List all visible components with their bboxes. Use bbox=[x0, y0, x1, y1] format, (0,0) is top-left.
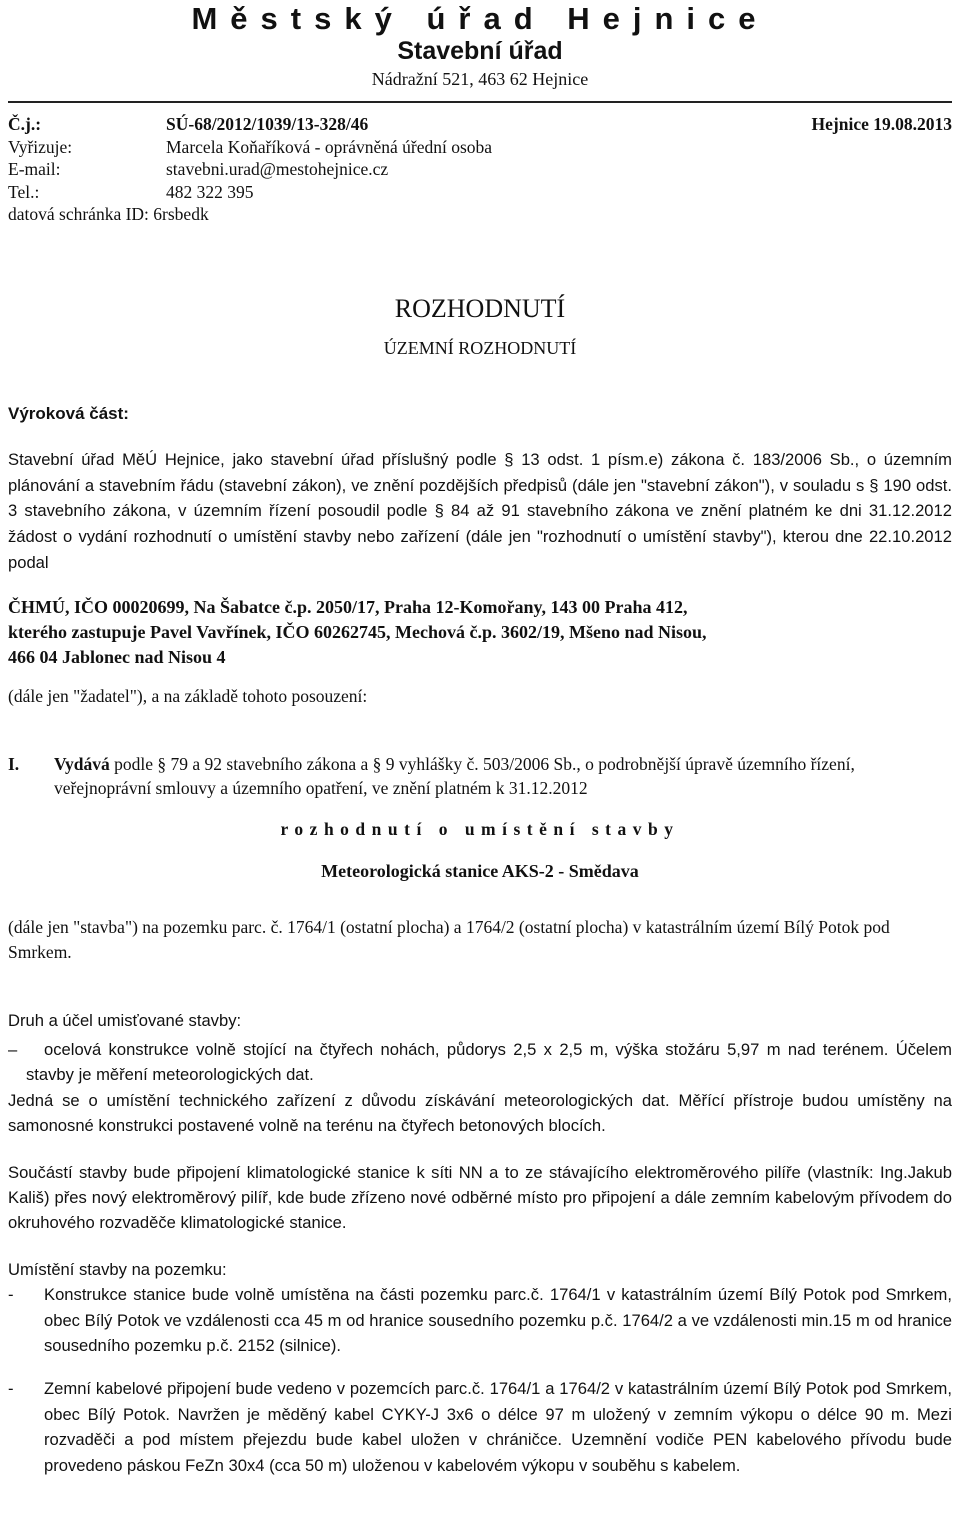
item-verb: Vydává bbox=[54, 753, 110, 774]
intro-paragraph: Stavební úřad MěÚ Hejnice, jako stavební úřad příslušný podle § 13 odst. 1 písm.e) zákona č. 183/2006 Sb., o územním plánování a stavebním řádu (stavební zákon), ve znění pozdějších předpisů (dále jen "stavební zákon"), v souladu s § 190 odst. 3 stavebního zákona, v územním řízení posoudil podle § 84 až 91 stavebního zákona ve znění platném ke dni 31.12.2012 žádost o vydání rozhodnutí o umístění stavby nebo zařízení (dále jen "rozhodnutí o umístění stavby"), kterou dne 22.10.2012 podal bbox=[8, 449, 952, 572]
dash-marker: – bbox=[8, 1039, 18, 1059]
section-heading: Výroková část: bbox=[8, 403, 129, 423]
document-page bbox=[8, 0, 952, 1478]
phone-row bbox=[8, 181, 952, 204]
item-text: podle § 79 a 92 stavebního zákona a § 9 vyhlášky č. 503/2006 Sb., o podrobnější úpravě územního řízení, veřejnoprávní smlouvy a územního opatření, ve znění platném k 31.12.2012 bbox=[54, 753, 855, 799]
list-marker: - bbox=[8, 1285, 14, 1305]
placement-text: Zemní kabelové připojení bude vedeno v pozemcích parc.č. 1764/1 a 1764/2 v katastrálním území Bílý Potok pod Smrkem, obec Bílý Potok. Navržen je měděný kabel CYKY-J 3x6 o délce 97 m uložený v zemním výkopu o délce 90 m. Mezi rozvaděči a pod místem přejezdu bude kabel uložen v chráničce. Uzemnění vodiče PEN kabelového přívodu bude provedeno páskou FeZn 30x4 (cca 50 m) uloženou v kabelovém výkopu v souběhu s kabelem. bbox=[44, 1379, 952, 1475]
placement-text: Konstrukce stanice bude volně umístěna na části pozemku parc.č. 1764/1 v katastrálním území Bílý Potok pod Smrkem, obec Bílý Potok ve vzdálenosti cca 45 m od hranice sousedního pozemku p.č. 1764/2 a ve vzdálenosti min.15 m od hranice sousedního pozemku p.č. 2152 (silnice). bbox=[44, 1285, 952, 1355]
email-address[interactable]: stavebni.urad@mestohejnice.cz bbox=[166, 159, 389, 180]
construction-name: Meteorologická stanice AKS-2 - Smědava bbox=[321, 861, 639, 882]
applicant-line: ČHMÚ, IČO 00020699, Na Šabatce č.p. 2050/17, Praha 12-Komořany, 143 00 Praha 412, bbox=[8, 597, 688, 618]
decision-heading: rozhodnutí o umístění stavby bbox=[280, 818, 680, 839]
item-text-wrapper bbox=[54, 752, 952, 801]
reference-block bbox=[8, 113, 952, 226]
applicant-block bbox=[8, 595, 952, 670]
connection-paragraph: Součástí stavby bude připojení klimatologické stanice k síti NN a to ze stávajícího elektroměrového pilíře (vlastník: Ing.Jakub Kališ) přes nový elektroměrový pilíř, kde bude zřízeno nové odběrné místo pro připojení a dále zemním kabelovým přívodem do okruhového rozvaděče klimatologické stanice. bbox=[8, 1162, 952, 1233]
email-row bbox=[8, 158, 952, 181]
applicant-line: kterého zastupuje Pavel Vavřínek, IČO 60262745, Mechová č.p. 3602/19, Mšeno nad Nisou, bbox=[8, 622, 707, 643]
phone-label: Tel.: bbox=[8, 181, 40, 202]
purpose-text: ocelová konstrukce volně stojící na čtyřech nohách, půdorys 2,5 x 2,5 m, výška stožáru 5,97 m nad terénem. Účelem stavby je měření meteorologických dat. bbox=[26, 1039, 952, 1085]
placement-heading: Umístění stavby na pozemku: bbox=[8, 1259, 227, 1279]
document-subtitle: ÚZEMNÍ ROZHODNUTÍ bbox=[383, 337, 577, 358]
reference-number: SÚ-68/2012/1039/13-328/46 bbox=[166, 114, 369, 134]
email-label: E-mail: bbox=[8, 159, 61, 180]
item-number: I. bbox=[8, 753, 20, 774]
handler-row bbox=[8, 136, 952, 159]
purpose-item bbox=[8, 1037, 952, 1088]
list-marker: - bbox=[8, 1379, 14, 1399]
purpose-heading: Druh a účel umisťované stavby: bbox=[8, 1011, 242, 1031]
handler-label: Vyřizuje: bbox=[8, 136, 73, 157]
applicant-note: (dále jen "žadatel"), a na základě tohoto posouzení: bbox=[8, 686, 368, 707]
reference-label: Č.j.: bbox=[8, 114, 42, 134]
decision-item bbox=[8, 752, 952, 801]
document-title: ROZHODNUTÍ bbox=[394, 293, 566, 323]
placement-item bbox=[8, 1282, 952, 1358]
document-date: Hejnice 19.08.2013 bbox=[811, 114, 952, 134]
header-divider bbox=[8, 101, 952, 103]
department-name: Stavební úřad bbox=[397, 37, 563, 65]
placement-item bbox=[8, 1376, 952, 1478]
handler-name: Marcela Koňaříková - oprávněná úřední osoba bbox=[166, 136, 493, 157]
applicant-line: 466 04 Jablonec nad Nisou 4 bbox=[8, 647, 226, 668]
databox-id: datová schránka ID: 6rsbedk bbox=[8, 204, 209, 225]
purpose-note: Jedná se o umístění technického zařízení z důvodu získávání meteorologických dat. Měřící přístroje budou umístěny na samonosné konstrukci postavené volně na terénu na čtyřech betonových blocích. bbox=[8, 1090, 952, 1136]
office-name: Městský úřad Hejnice bbox=[191, 1, 769, 36]
location-paragraph: (dále jen "stavba") na pozemku parc. č. 1764/1 (ostatní plocha) a 1764/2 (ostatní plocha) v katastrálním území Bílý Potok pod Smrkem. bbox=[8, 917, 890, 962]
reference-row bbox=[8, 113, 952, 136]
office-address: Nádražní 521, 463 62 Hejnice bbox=[371, 69, 589, 89]
phone-number: 482 322 395 bbox=[166, 181, 254, 202]
